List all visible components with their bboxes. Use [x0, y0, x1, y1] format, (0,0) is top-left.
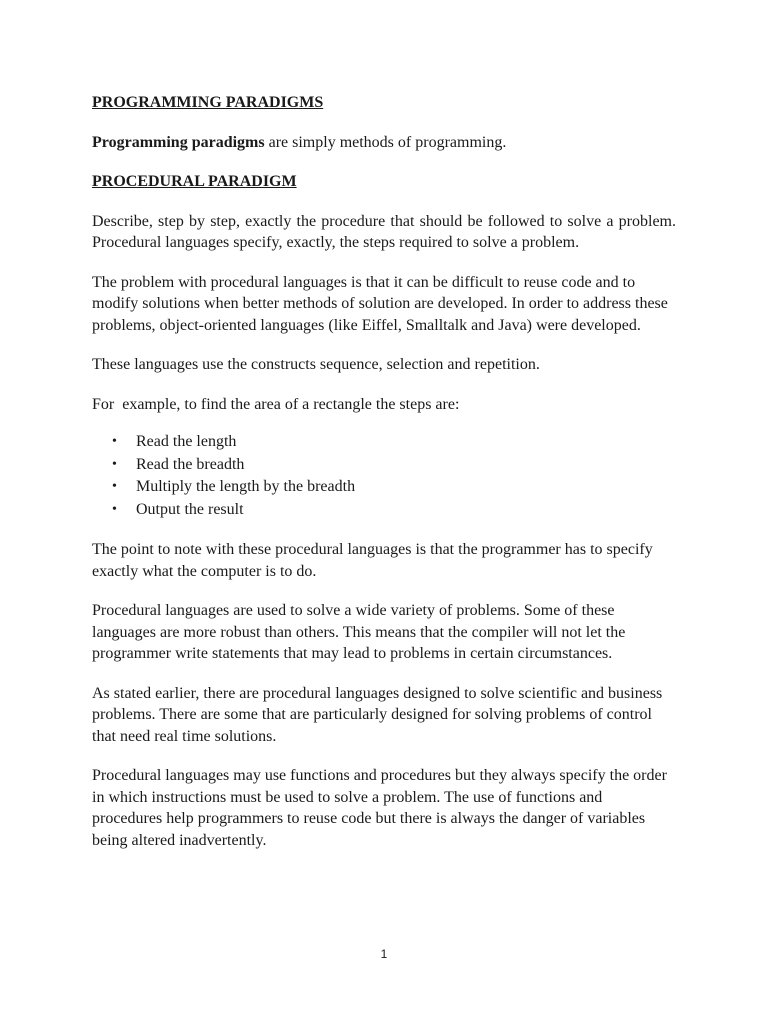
list-item: [112, 476, 676, 499]
intro-paragraph: [92, 132, 676, 154]
list-item: [112, 454, 676, 477]
step-text: Read the breadth: [136, 455, 245, 473]
paragraph-constructs: These languages use the constructs sequence, selection and repetition.: [92, 356, 540, 373]
steps-list: [92, 431, 676, 521]
paragraph-robust: Procedural languages are used to solve a wide variety of problems. Some of these languages are more robust than others. This means that the compiler will not let the programmer write statements that may lead to problems in certain circumstances.: [92, 602, 626, 662]
intro-bold-term: Programming paradigms: [92, 133, 265, 151]
list-item: [112, 431, 676, 454]
page-number: 1: [380, 947, 388, 961]
document-title: PROGRAMMING PARADIGMS: [92, 94, 324, 111]
list-item: [112, 499, 676, 522]
paragraph-example: For example, to find the area of a rectangle the steps are:: [92, 395, 460, 413]
step-text: Read the length: [136, 433, 237, 450]
paragraph-describe: Describe, step by step, exactly the procedure that should be followed to solve a problem. Procedural languages specify, exactly, the steps required to solve a problem.: [92, 212, 676, 251]
paragraph-point: The point to note with these procedural languages is that the programmer has to specify exactly what the computer is to do.: [92, 541, 653, 580]
paragraph-functions: Procedural languages may use functions and procedures but they always specify the order in which instructions must be used to solve a problem. The use of functions and procedures help programmers to reuse code but there is always the danger of variables being altered inadvertently.: [92, 767, 667, 849]
paragraph-scientific: As stated earlier, there are procedural languages designed to solve scientific and business problems. There are some that are particularly designed for solving problems of control that need real time solutions.: [92, 684, 663, 745]
bullet-icon: •: [112, 456, 117, 472]
bullet-icon: •: [112, 434, 117, 449]
bullet-icon: •: [112, 501, 117, 517]
section-heading: PROCEDURAL PARADIGM: [92, 173, 297, 190]
step-text: Multiply the length by the breadth: [136, 478, 356, 495]
step-text: Output the result: [136, 500, 244, 518]
intro-rest: are simply methods of programming.: [264, 133, 507, 151]
bullet-icon: •: [112, 479, 117, 494]
paragraph-problem: The problem with procedural languages is that it can be difficult to reuse code and to modify solutions when better methods of solution are developed. In order to address these problems, object-oriented languages (like Eiffel, Smalltalk and Java) were developed.: [92, 273, 668, 334]
